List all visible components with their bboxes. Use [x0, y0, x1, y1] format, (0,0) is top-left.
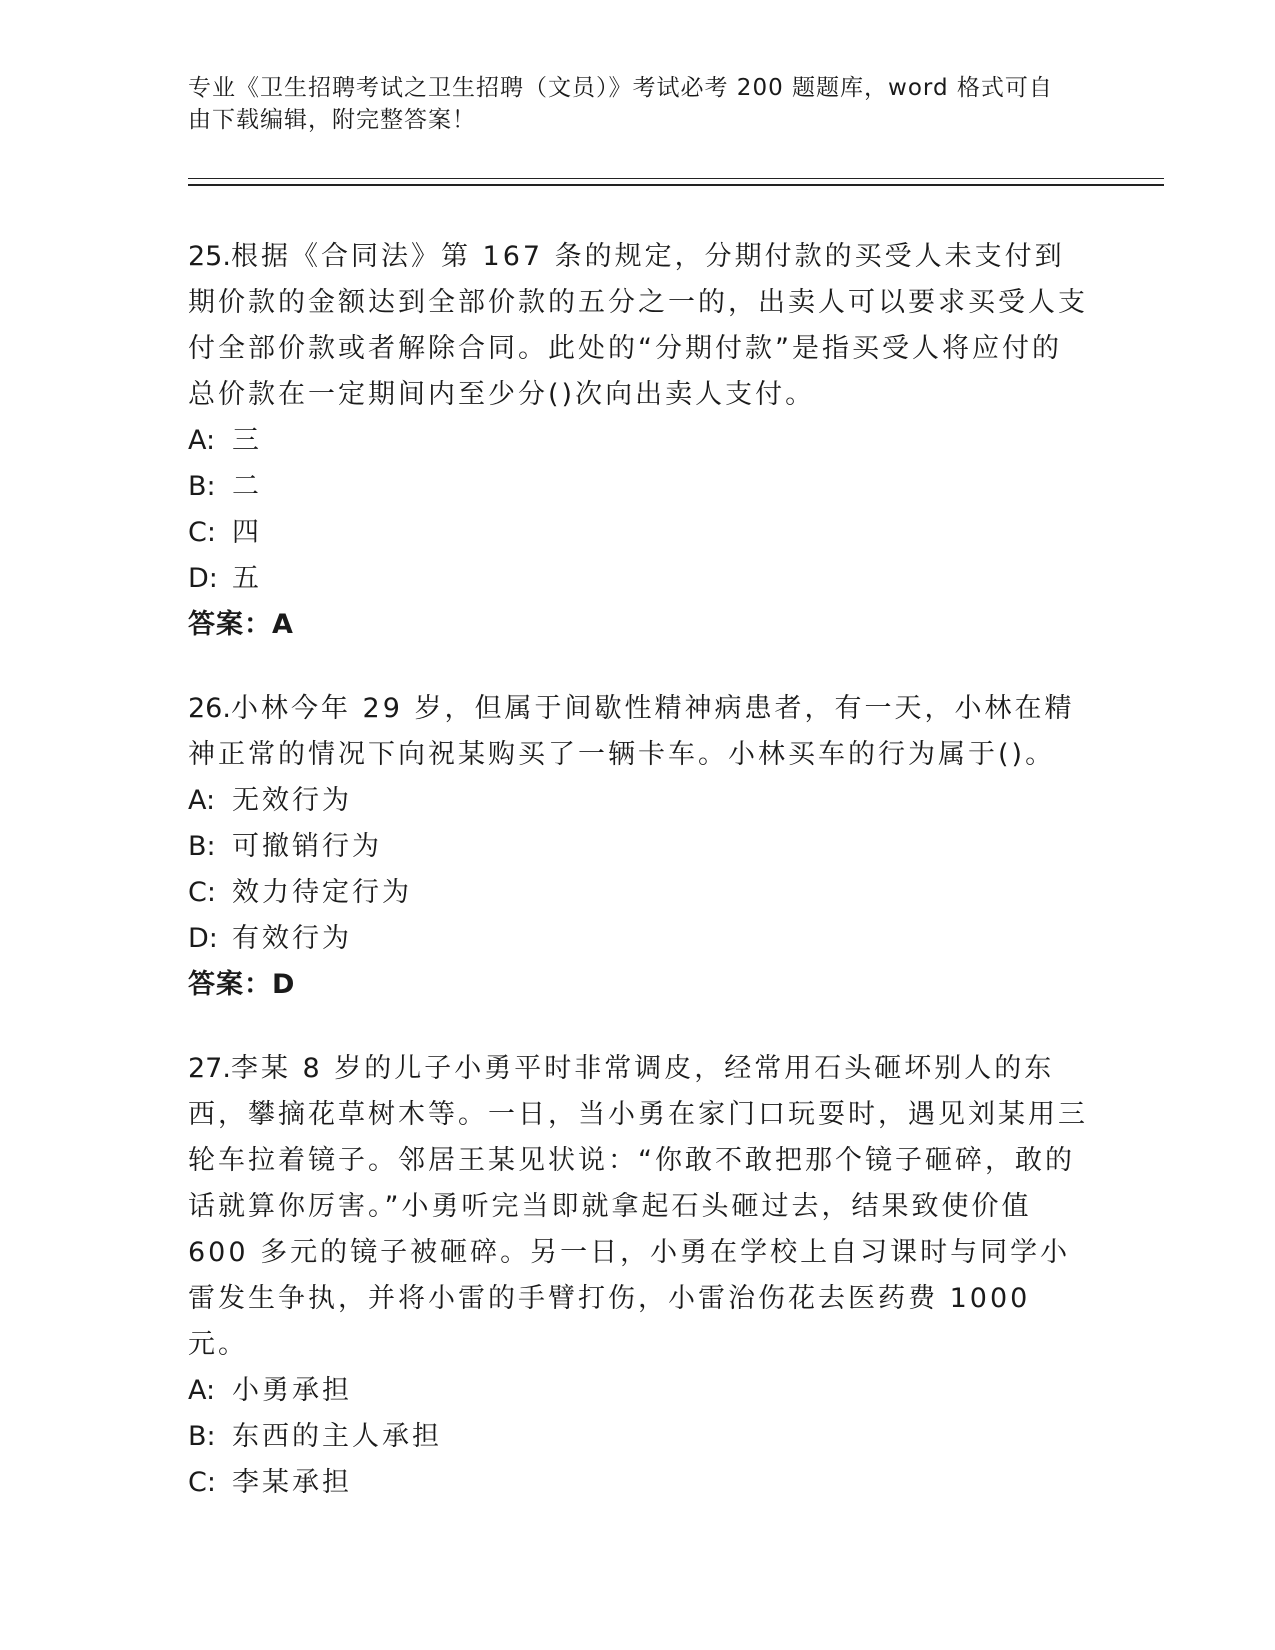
option-key: A: — [188, 425, 216, 456]
option-c — [188, 870, 1088, 916]
option-d — [188, 556, 1088, 602]
option-key: B: — [188, 1421, 216, 1452]
option-text: 李某承担 — [232, 1467, 352, 1498]
option-text: 小勇承担 — [232, 1375, 352, 1406]
option-key: A: — [188, 1375, 216, 1406]
question-number: 27. — [188, 1053, 231, 1084]
option-text: 可撤销行为 — [232, 831, 382, 862]
option-text: 无效行为 — [232, 785, 352, 816]
option-key: A: — [188, 785, 216, 816]
option-text: 四 — [232, 517, 262, 548]
question-stem — [188, 686, 1088, 778]
question-stem — [188, 234, 1088, 418]
document-header: 专业《卫生招聘考试之卫生招聘（文员）》考试必考 200 题题库，word 格式可自由下载编辑，附完整答案！ — [188, 75, 1053, 133]
question-25 — [188, 234, 1088, 648]
question-26 — [188, 686, 1088, 1008]
option-key: D: — [188, 563, 218, 594]
option-text: 二 — [232, 471, 262, 502]
option-text: 有效行为 — [232, 923, 352, 954]
question-text: 小林今年 29 岁，但属于间歇性精神病患者，有一天，小林在精神正常的情况下向祝某购买了一辆卡车。小林买车的行为属于()。 — [188, 693, 1075, 770]
option-b — [188, 464, 1088, 510]
question-text: 根据《合同法》第 167 条的规定，分期付款的买受人未支付到期价款的金额达到全部价款的五分之一的，出卖人可以要求买受人支付全部价款或者解除合同。此处的“分期付款”是指买受人将应付的总价款在一定期间内至少分()次向出卖人支付。 — [188, 241, 1088, 410]
question-text: 李某 8 岁的儿子小勇平时非常调皮，经常用石头砸坏别人的东西，攀摘花草树木等。一日，当小勇在家门口玩耍时，遇见刘某用三轮车拉着镜子。邻居王某见状说：“你敢不敢把那个镜子砸碎，敢的话就算你厉害。”小勇听完当即就拿起石头砸过去，结果致使价值 600 多元的镜子被砸碎。另一日，小勇在学校上自习课时与同学小雷发生争执，并将小雷的手臂打伤，小雷治伤花去医药费 1000 元。 — [188, 1053, 1088, 1360]
question-number: 25. — [188, 241, 231, 272]
option-key: D: — [188, 923, 218, 954]
option-text: 三 — [232, 425, 262, 456]
option-c — [188, 1460, 1088, 1506]
option-key: B: — [188, 471, 216, 502]
option-a — [188, 418, 1088, 464]
option-a — [188, 778, 1088, 824]
option-d — [188, 916, 1088, 962]
option-b — [188, 824, 1088, 870]
question-number: 26. — [188, 693, 231, 724]
option-text: 效力待定行为 — [232, 877, 412, 908]
answer-line: 答案：A — [188, 609, 294, 640]
question-27 — [188, 1046, 1088, 1506]
option-c — [188, 510, 1088, 556]
option-key: B: — [188, 831, 216, 862]
option-b — [188, 1414, 1088, 1460]
answer-line: 答案：D — [188, 969, 296, 1000]
header-divider — [188, 178, 1164, 186]
question-stem — [188, 1046, 1088, 1368]
option-text: 东西的主人承担 — [232, 1421, 442, 1452]
option-key: C: — [188, 1467, 216, 1498]
option-key: C: — [188, 517, 216, 548]
option-key: C: — [188, 877, 216, 908]
option-text: 五 — [232, 563, 262, 594]
question-list — [188, 234, 1088, 1544]
option-a — [188, 1368, 1088, 1414]
